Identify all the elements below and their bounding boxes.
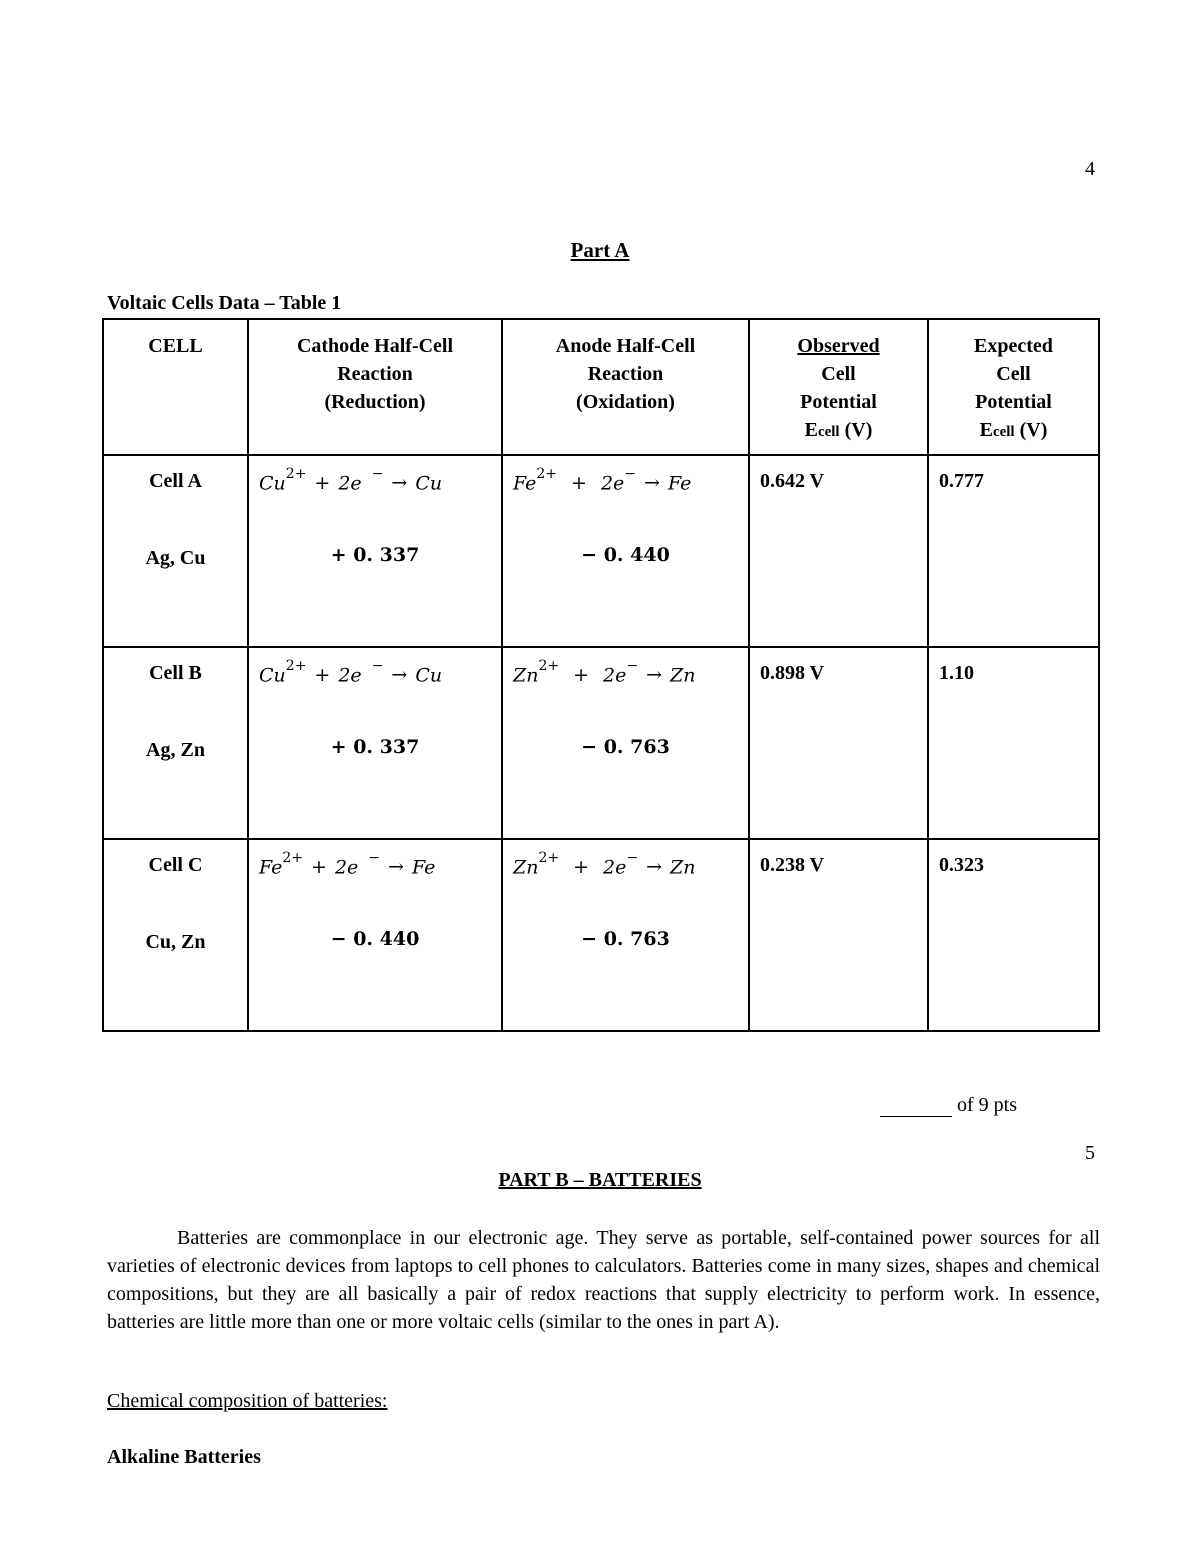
score-line <box>880 1094 1017 1117</box>
header-expected: Expected Cell Potential Ecell (V) <box>928 319 1099 455</box>
voltaic-cells-table <box>102 318 1100 1032</box>
table-row <box>103 839 1099 1031</box>
cell-name: Cell A Ag, Cu <box>103 455 248 647</box>
observed-potential: 0.642 V <box>749 455 928 647</box>
expected-potential: 0.323 <box>928 839 1099 1031</box>
observed-potential: 0.898 V <box>749 647 928 839</box>
cathode-reaction: $Fe^{2+} + 2e$ − → Fe − 0. 440 <box>248 839 502 1031</box>
anode-reaction: $Zn^{2+} + 2e^- \to Zn$ − 0. 763 <box>502 647 749 839</box>
batteries-paragraph: Batteries are commonplace in our electronic age. They serve as portable, self-contained power sources for all varieties of electronic devices from laptops to cell phones to calculators. Batteries come in many sizes, shapes and chemical compositions, but they are all basically a pair of redox reactions that supply electricity to perform work. In essence, batteries are little more than one or more voltaic cells (similar to the ones in part A). <box>107 1227 1100 1333</box>
cell-name: Cell C Cu, Zn <box>103 839 248 1031</box>
score-text: of 9 pts <box>952 1094 1017 1116</box>
part-b-heading: PART B – BATTERIES <box>498 1169 702 1191</box>
header-anode: Anode Half-Cell Reaction (Oxidation) <box>502 319 749 455</box>
table-row <box>103 455 1099 647</box>
score-blank[interactable] <box>880 1096 952 1117</box>
part-a-heading: Part A <box>570 238 630 262</box>
table-caption: Voltaic Cells Data – Table 1 <box>107 292 342 314</box>
cathode-reaction: $Cu^{2+} + 2e$ − → Cu + 0. 337 <box>248 647 502 839</box>
expected-potential: 1.10 <box>928 647 1099 839</box>
page-number: 4 <box>1085 158 1095 180</box>
cathode-reaction: $Cu^{2+} + 2e$ − → Cu + 0. 337 <box>248 455 502 647</box>
expected-potential: 0.777 <box>928 455 1099 647</box>
header-observed: Observed Cell Potential Ecell (V) <box>749 319 928 455</box>
header-cathode: Cathode Half-Cell Reaction (Reduction) <box>248 319 502 455</box>
anode-reaction: $Zn^{2+} + 2e^- \to Zn$ − 0. 763 <box>502 839 749 1031</box>
cell-name: Cell B Ag, Zn <box>103 647 248 839</box>
page-number: 5 <box>1085 1142 1095 1164</box>
header-cell: CELL <box>103 319 248 455</box>
table-header-row <box>103 319 1099 455</box>
chemical-composition-heading: Chemical composition of batteries: <box>107 1390 388 1412</box>
observed-potential: 0.238 V <box>749 839 928 1031</box>
alkaline-batteries-heading: Alkaline Batteries <box>107 1446 261 1468</box>
anode-reaction: $Fe^{2+} + 2e^- \to Fe$ − 0. 440 <box>502 455 749 647</box>
table-row <box>103 647 1099 839</box>
